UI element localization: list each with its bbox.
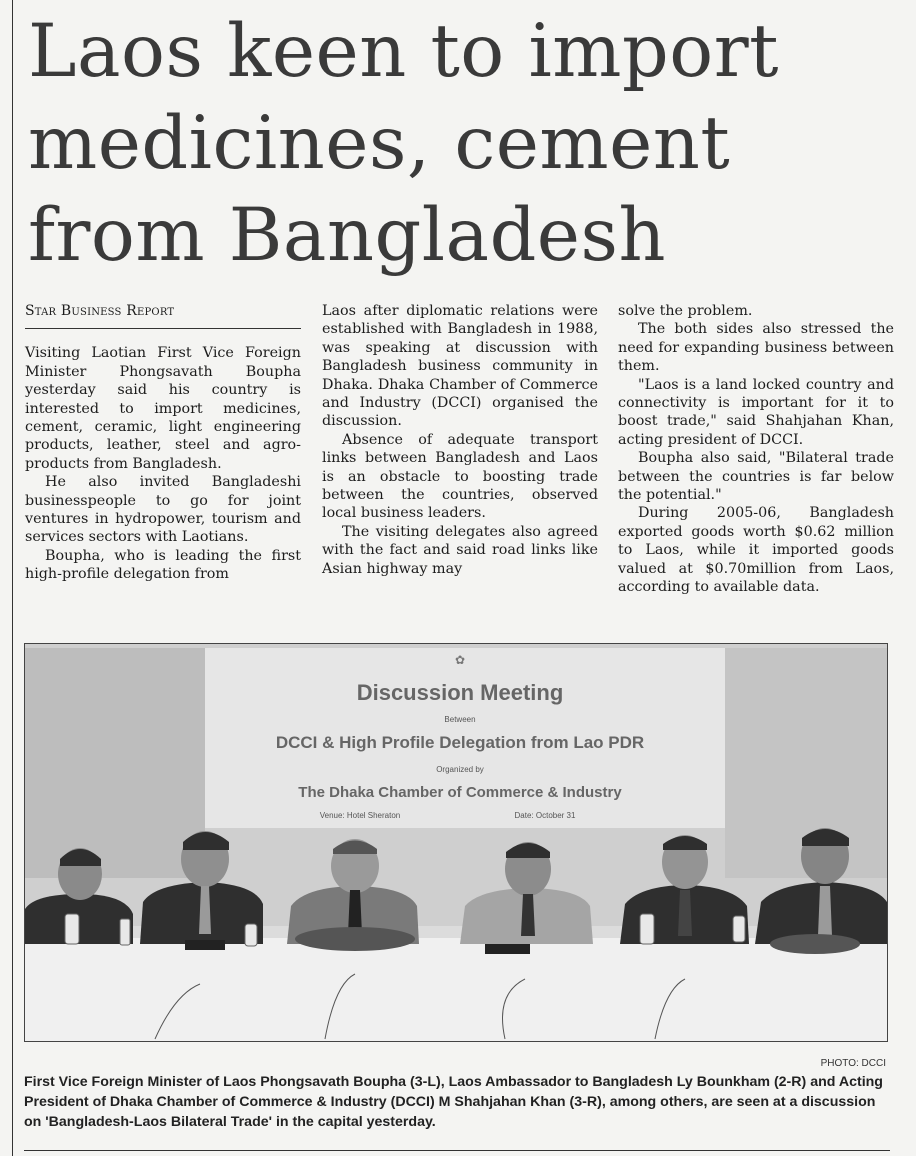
paragraph-4: Absence of adequate transport links between Bangladesh and Laos is an obstacle to boosting trade between the countries, observed local business leaders.	[322, 431, 598, 522]
paragraph-7: "Laos is a land locked country and connectivity is important for it to boost trade," said Shahjahan Khan, acting president of DCCI.	[618, 376, 894, 448]
paragraph-5-end: solve the problem.	[618, 303, 753, 319]
news-photo	[24, 643, 888, 1042]
paragraph-9: During 2005-06, Bangladesh exported goods worth $0.62 million to Laos, while it imported goods valued at $0.70million from Laos, according to available data.	[618, 505, 894, 596]
banner-line: DCCI & High Profile Delegation from Lao PDR	[275, 733, 645, 752]
photo-illustration	[25, 644, 887, 1041]
bottom-rule	[24, 1150, 890, 1151]
paragraph-3-end: Laos after diplomatic relations were established with Bangladesh in 1988, was speaking at discussion with Bangladesh business community in Dhaka. Dhaka Chamber of Commerce and Industry (DCCI) organised the discussion.	[322, 303, 598, 430]
byline: Star Business Report	[25, 302, 301, 329]
column-divider-rule	[12, 0, 13, 1156]
headline: Laos keen to import medicines, cement from Bangladesh	[28, 9, 779, 278]
banner-title: Discussion Meeting	[356, 680, 564, 705]
paragraph-2: He also invited Bangladeshi businesspeople to go for joint ventures in hydropower, tourism and services sectors with Laotians.	[25, 474, 301, 546]
photo-caption: First Vice Foreign Minister of Laos Phongsavath Boupha (3-L), Laos Ambassador to Bangladesh Ly Bounkham (2-R) and Acting President of Dhaka Chamber of Commerce & Industry (DCCI) M Shahjahan Khan (3-R), among others, are seen at a discussion on 'Bangladesh-Laos Bilateral Trade' in the capital yesterday.	[24, 1074, 883, 1130]
banner-date: Date: October 31	[514, 811, 576, 820]
article-column-1	[25, 302, 301, 584]
article-column-2	[322, 302, 598, 578]
paragraph-1: Visiting Laotian First Vice Foreign Minister Phongsavath Boupha yesterday said his country is interested to import medicines, cement, ceramic, light engineering products, leather, steel and agro-products from Bangladesh.	[25, 345, 301, 472]
banner-venue: Venue: Hotel Sheraton	[319, 811, 401, 820]
banner-between: Between	[444, 715, 476, 724]
paragraph-6: The both sides also stressed the need for expanding business between them.	[618, 321, 894, 375]
banner-organized: Organized by	[436, 765, 484, 774]
paragraph-8: Boupha also said, "Bilateral trade between the countries is far below the potential."	[618, 450, 894, 504]
flower-arrangement	[295, 927, 415, 951]
photo-credit: PHOTO: DCCI	[820, 1058, 886, 1069]
banner-org: The Dhaka Chamber of Commerce & Industry	[298, 784, 622, 801]
banner-emblem: ✿	[454, 653, 466, 667]
table-cloth	[25, 934, 887, 1041]
paragraph-5-start: The visiting delegates also agreed with the fact and said road links like Asian highway may	[322, 523, 598, 577]
paragraph-3-start: Boupha, who is leading the first high-profile delegation from	[25, 547, 301, 583]
article-column-3	[618, 302, 894, 597]
